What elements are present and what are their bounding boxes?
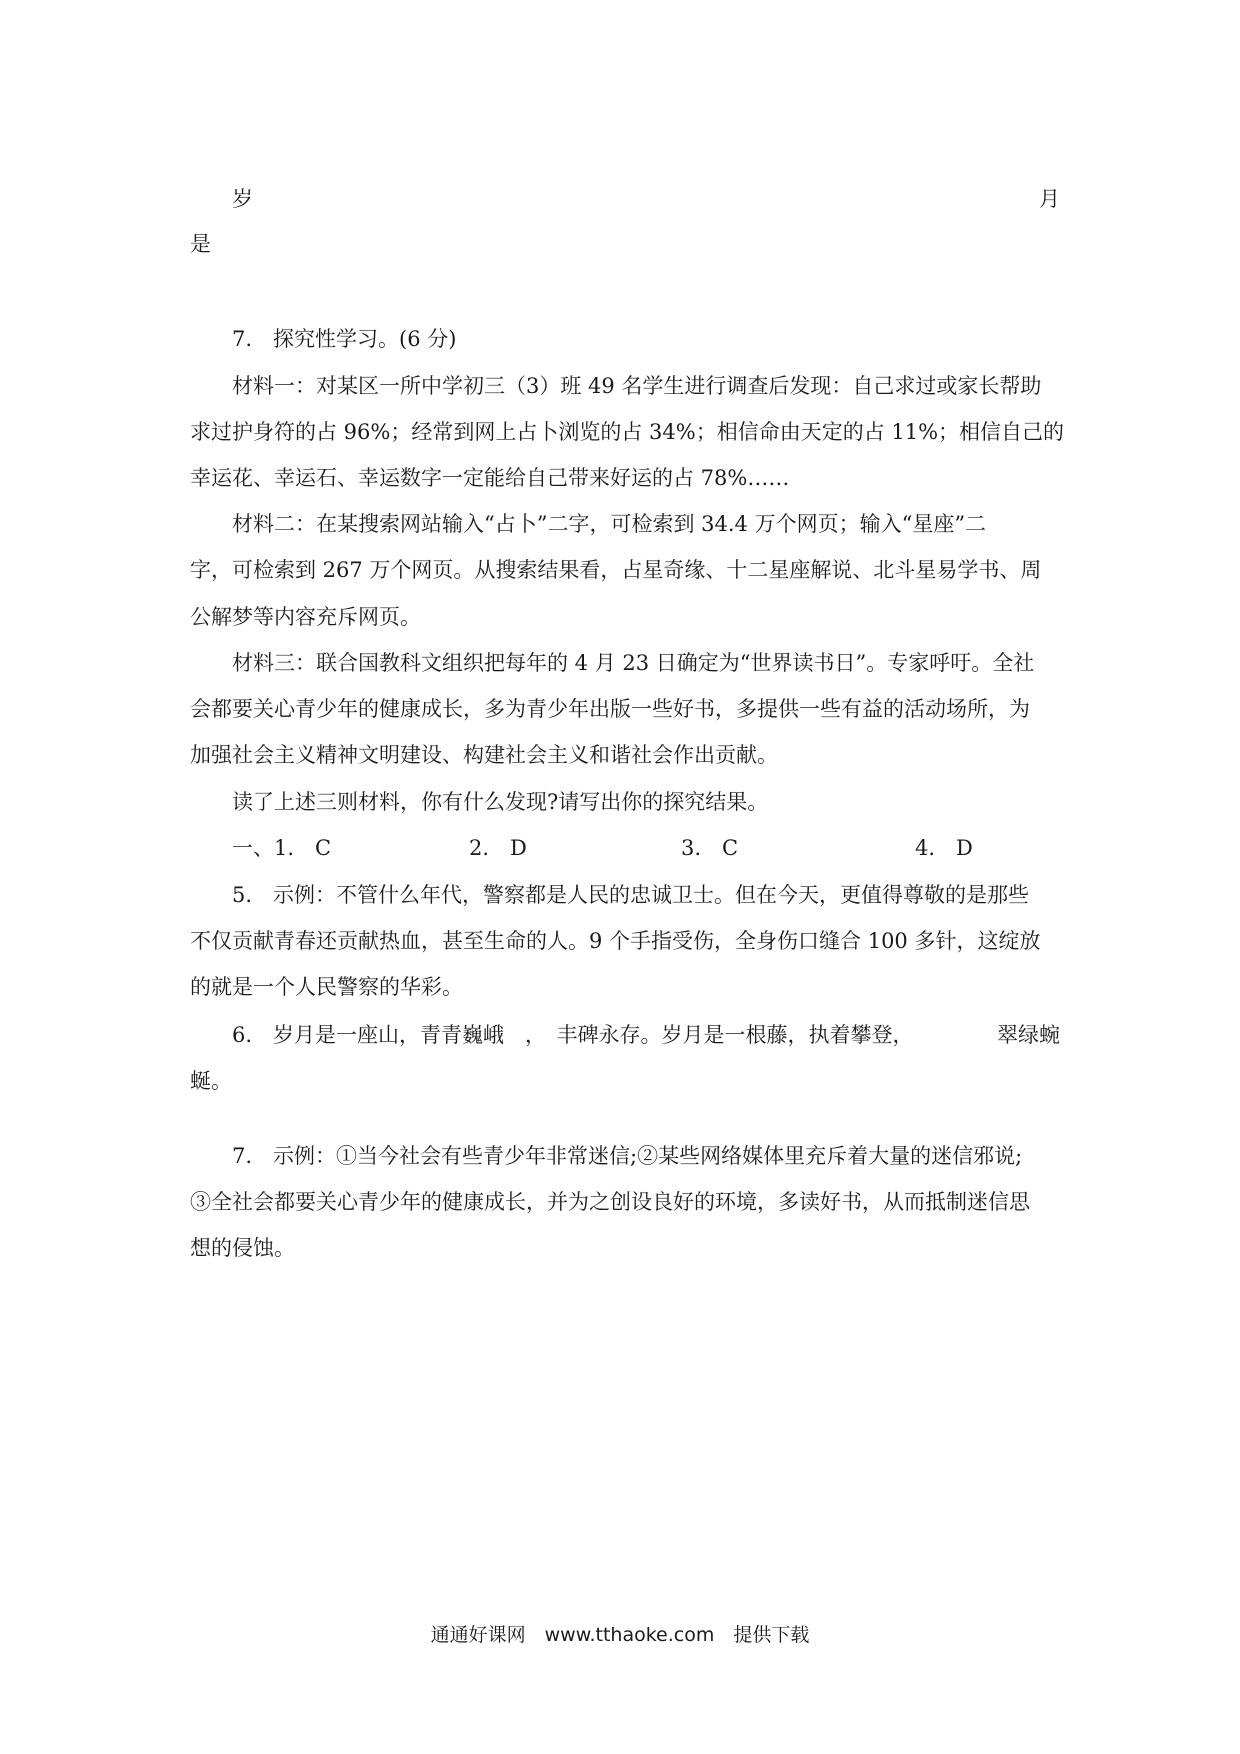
answer7-line: 想的侵蚀。: [190, 1236, 295, 1260]
footer-credit: 通通好课网 www.tthaoke.com 提供下载: [430, 1624, 810, 1646]
material1-line: 求过护身符的占 96%；经常到网上占卜浏览的占 34%；相信命由天定的占 11%；相信自己的: [190, 420, 1065, 444]
material2-line: 公解梦等内容充斥网页。: [190, 605, 421, 629]
answer5-line: 的就是一个人民警察的华彩。: [190, 975, 463, 999]
answer7-line: 7. 示例：①当今社会有些青少年非常迷信;②某些网络媒体里充斥着大量的迷信邪说;: [232, 1144, 1023, 1168]
answer6-line: [190, 1020, 1060, 1050]
material3-line: 会都要关心青少年的健康成长，多为青少年出版一些好书，多提供一些有益的活动场所，为: [190, 697, 1030, 721]
fragment-next: 是: [190, 232, 211, 256]
choice-answers: [190, 833, 1060, 863]
answer-choice: 3. C: [681, 836, 739, 860]
material3-line: 材料三：联合国教科文组织把每年的 4 月 23 日确定为“世界读书日”。专家呼吁。全社: [232, 651, 1035, 675]
fragment-line: [190, 184, 1060, 214]
answer6-line2: 蜒。: [190, 1069, 232, 1093]
answer5-line: 不仅贡献青春还贡献热血，甚至生命的人。9 个手指受伤，全身伤口缝合 100 多针，这绽放: [190, 929, 1041, 953]
material1-line: 材料一：对某区一所中学初三（3）班 49 名学生进行调查后发现：自己求过或家长帮助: [232, 374, 1042, 398]
answer7-line: ③全社会都要关心青少年的健康成长，并为之创设良好的环境，多读好书，从而抵制迷信思: [190, 1190, 1030, 1214]
answer6-right: 翠绿蜿: [997, 1023, 1060, 1047]
material1-line: 幸运花、幸运石、幸运数字一定能给自己带来好运的占 78%……: [190, 466, 790, 490]
material2-line: 字，可检索到 267 万个网页。从搜索结果看，占星奇缘、十二星座解说、北斗星易学书、周: [190, 558, 1042, 582]
answer-choice: 一、1. C: [232, 836, 332, 860]
fragment-right: 月: [1039, 187, 1060, 211]
material2-line: 材料二：在某搜索网站输入“占卜”二字，可检索到 34.4 万个网页；输入“星座”二: [232, 512, 987, 536]
answer5-line: 5. 示例：不管什么年代，警察都是人民的忠诚卫士。但在今天，更值得尊敬的是那些: [232, 883, 1030, 907]
fragment-left: 岁: [232, 187, 253, 211]
material3-line: 加强社会主义精神文明建设、构建社会主义和谐社会作出贡献。: [190, 743, 778, 767]
answer6-left: 6. 岁月是一座山，青青巍峨 ， 丰碑永存。岁月是一根藤，执着攀登，: [232, 1023, 914, 1047]
question7-heading: 7. 探究性学习。(6 分): [232, 327, 457, 351]
answer-choice: 2. D: [469, 836, 527, 860]
question7-prompt: 读了上述三则材料，你有什么发现?请写出你的探究结果。: [232, 790, 769, 814]
answer-choice: 4. D: [915, 836, 973, 860]
